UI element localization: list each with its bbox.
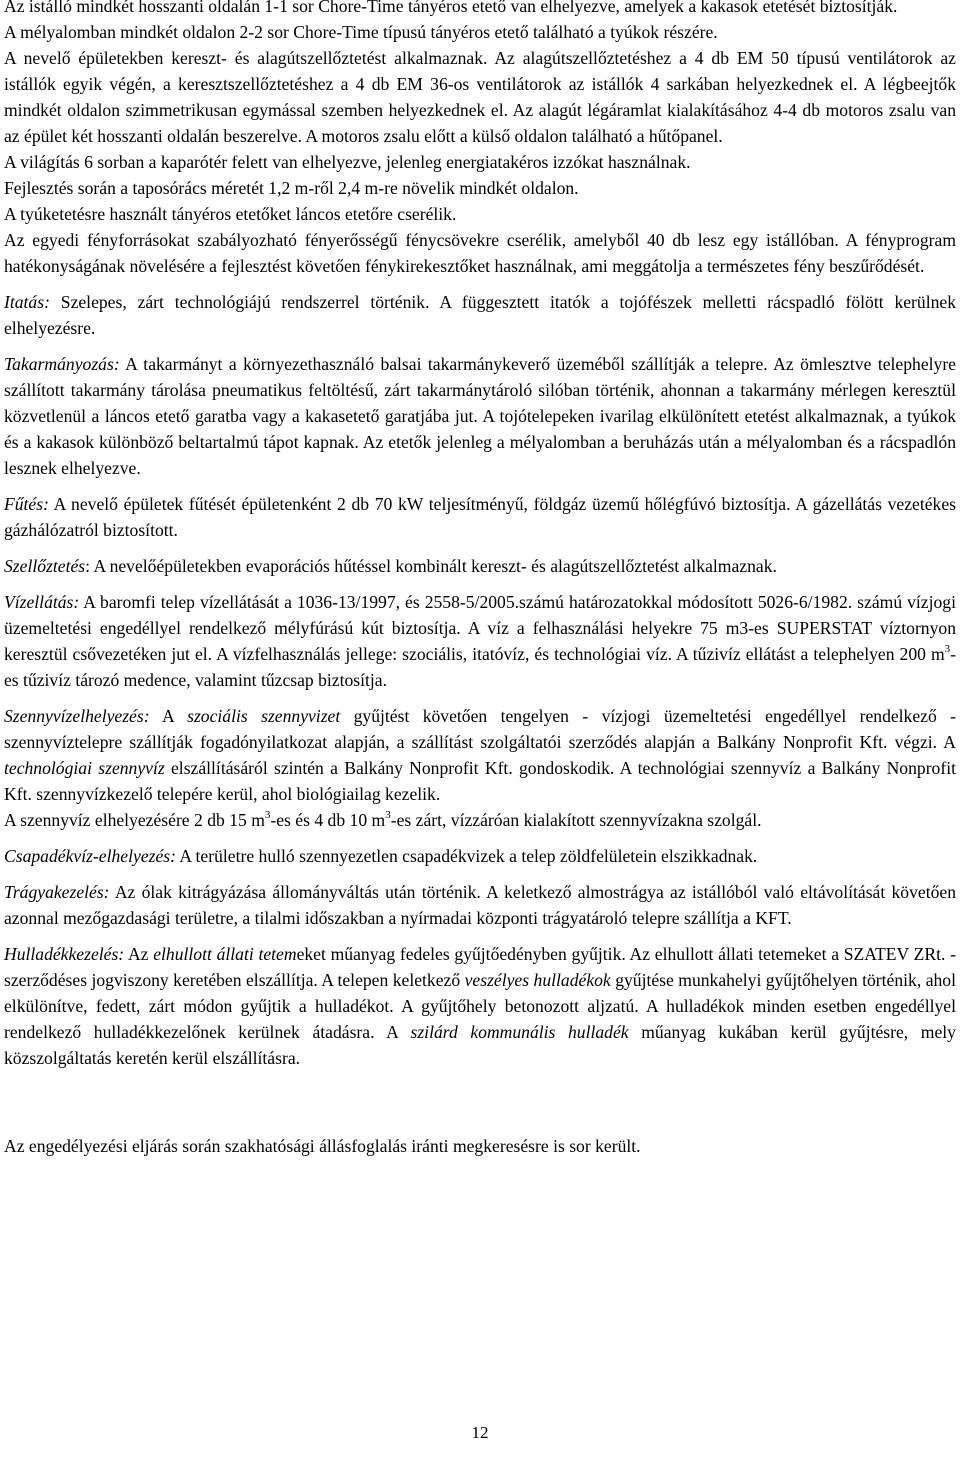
section-label: Itatás:: [4, 292, 50, 312]
closing-paragraph: Az engedélyezési eljárás során szakhatósági állásfoglalás iránti megkeresésre is sor került.: [4, 1136, 641, 1156]
paragraph-szennyvizakna: [4, 807, 956, 833]
section-text: : A nevelőépületekben evaporációs hűtéssel kombinált kereszt- és alagútszellőztetést alkalmaznak.: [85, 556, 777, 576]
section-vizellatas: [4, 589, 956, 693]
section-label: Takarmányozás:: [4, 354, 120, 374]
section-text: A szennyvíz elhelyezésére 2 db 15 m: [4, 810, 265, 830]
section-text: gyűjtést követően tengelyen - vízjogi üzemeltetési engedéllyel rendelkező - szennyvíztelepre szállítják fogadónyilatkozat alapján, a szállítást szolgáltatói szerződés alapján a Balkány Nonprofit Kft. végzi. A: [4, 706, 957, 752]
section-text: elszállításáról szintén a Balkány Nonprofit Kft. gondoskodik. A technológiai szennyvíz a Balkány Nonprofit Kft. szennyvízkezelő telepére kerül, ahol biológiailag kezelik.: [4, 758, 956, 804]
section-tragyakezeles: [4, 879, 956, 931]
paragraph-szellozes-berendezes: A nevelő épületekben kereszt- és alagútszellőztetést alkalmaznak. Az alagútszellőztetéshez a 4 db EM 50 típusú ventilátorok az istállók egyik végén, a keresztszellőztetéshez a 4 db EM 36-os ventilátorok az istállók 4 sarkában helyezkednek el. A légbeejtők mindkét oldalon szimmetrikusan egymással szemben helyezkednek el. Az alagút légáramlat kialakításához 4-4 db motoros zsalu van az épület két hosszanti oldalán beszerelve. A motoros zsalu előtt a külső oldalon található a hűtőpanel.: [4, 48, 956, 146]
section-text: Az: [124, 944, 154, 964]
section-hulladekkezeles: [4, 941, 956, 1071]
section-label: Vízellátás:: [4, 592, 80, 612]
section-itatas: [4, 289, 956, 341]
section-text: A takarmányt a környezethasználó balsai takarmánykeverő üzeméből szállítják a telepre. Az ömlesztve telephelyre szállított takarmány tárolása pneumatikus feltöltésű, zárt takarmánytároló silóban történik, ahonnan a takarmány mérlegen keresztül közvetlenül a láncos etető garatba vagy a kakasetető garatjába jut. A tojótelepeken ivarilag elkülönített etetést alkalmaznak, a tyúkok és a kakasok különböző beltartalmú tápot kapnak. Az etetők jelenleg a mélyalomban a beruházás után a mélyalomban és a rácspadlón lesznek elhelyezve.: [4, 354, 956, 478]
section-szelloztetes: [4, 553, 956, 579]
emphasis-text: veszélyes hulladékok: [464, 970, 611, 990]
paragraph-kakas-etetes: Az istálló mindkét hosszanti oldalán 1-1 sor Chore-Time tányéros etető van elhelyezve, amelyek a kakasok etetését biztosítják.: [4, 0, 898, 16]
section-text: A: [149, 706, 188, 726]
section-text: műanyag kukában kerül gyűjtésre, mely közszolgáltatás keretén kerül elszállításra.: [4, 1022, 956, 1068]
page-number: 12: [471, 1423, 489, 1442]
superscript: 3: [264, 809, 271, 822]
section-label: Fűtés:: [4, 494, 49, 514]
section-text: Szelepes, zárt technológiájú rendszerrel történik. A függesztett itatók a tojófészek melletti rácspadló fölött kerülnek elhelyezésre.: [4, 292, 956, 338]
emphasis-text: elhullott állati tetem: [153, 944, 297, 964]
paragraph-vilagitas: A világítás 6 sorban a kaparótér felett van elhelyezve, jelenleg energiatakéros izzókat használnak.: [4, 152, 691, 172]
section-text: A nevelő épületek fűtését épületenként 2 db 70 kW teljesítményű, földgáz üzemű hőlégfúvó biztosítja. A gázellátás vezetékes gázhálózatról biztosított.: [4, 494, 956, 540]
section-text: -es és 4 db 10 m: [270, 810, 386, 830]
section-label: Hulladékkezelés:: [4, 944, 125, 964]
section-futes: [4, 491, 956, 543]
document-page: [4, 0, 956, 1159]
section-label: Szennyvízelhelyezés:: [4, 706, 150, 726]
section-szennyvizelhelyezes: [4, 703, 956, 807]
emphasis-text: szociális szennyvizet: [187, 706, 341, 726]
section-label: Trágyakezelés:: [4, 882, 110, 902]
emphasis-text: szilárd kommunális hulladék: [410, 1022, 629, 1042]
section-csapadekviz: [4, 843, 956, 869]
section-text: -es zárt, vízzáróan kialakított szennyvízakna szolgál.: [390, 810, 762, 830]
emphasis-text: technológiai szennyvíz: [4, 758, 165, 778]
superscript: 3: [385, 809, 391, 822]
section-text: Az ólak kitrágyázása állományváltás után történik. A keletkező almostrágya az istállóból való eltávolítását követően azonnal mezőgazdasági területre, a tilalmi időszakban a nyírmadai központi trágyatároló telepre szállítja a KFT.: [4, 882, 956, 928]
paragraph-etetocsere: A tyúketetésre használt tányéros etetőket láncos etetőre cserélik.: [4, 204, 457, 224]
section-takarmanyozas: [4, 351, 956, 481]
section-label: Csapadékvíz-elhelyezés:: [4, 846, 176, 866]
section-text: eket műanyag fedeles gyűjtőedényben gyűjtik. Az elhullott állati tetemeket a SZATEV ZRt. - szerződéses jogviszony keretében elszállítja. A telepen keletkező: [4, 944, 957, 990]
section-label: Szellőztetés: [4, 556, 86, 576]
superscript: 3: [944, 643, 951, 656]
section-text: -es tűzivíz tározó medence, valamint tűzcsap biztosítja.: [4, 644, 956, 690]
paragraph-tyuk-etetes: A mélyalomban mindkét oldalon 2-2 sor Chore-Time típusú tányéros etető található a tyúkok részére.: [4, 22, 718, 42]
paragraph-fejlesztes: Fejlesztés során a taposórács méretét 1,2 m-ről 2,4 m-re növelik mindkét oldalon.: [4, 178, 579, 198]
section-text: gyűjtése munkahelyi gyűjtőhelyen történik, ahol elkülönítve, fedett, zárt módon gyűjtik a hulladékot. A gyűjtőhely betonozott aljzatú. A hulladékok minden esetben engedéllyel rendelkező hulladékkezelőnek kerülnek átadásra. A: [4, 970, 956, 1042]
section-text: A baromfi telep vízellátását a 1036-13/1997, és 2558-5/2005.számú határozatokkal módosított 5026-6/1982. számú vízjogi üzemeltetési engedéllyel rendelkező mélyfúrású kút biztosítja. A víz a felhasználási helyekre 75 m3-es SUPERSTAT víztornyon keresztül csővezetéken jut el. A vízfelhasználás jellege: szociális, itatóvíz, és technológiai víz. A tűzivíz ellátást a telephelyen 200 m: [4, 592, 956, 664]
paragraph-fenyforras: Az egyedi fényforrásokat szabályozható fényerősségű fénycsövekre cserélik, amelyből 40 db lesz egy istállóban. A fényprogram hatékonyságának növelésére a fejlesztést követően fénykirekesztőket használnak, ami meggátolja a természetes fény beszűrődését.: [4, 230, 956, 276]
section-text: A területre hulló szennyezetlen csapadékvizek a telep zöldfelületein elszikkadnak.: [175, 846, 758, 866]
